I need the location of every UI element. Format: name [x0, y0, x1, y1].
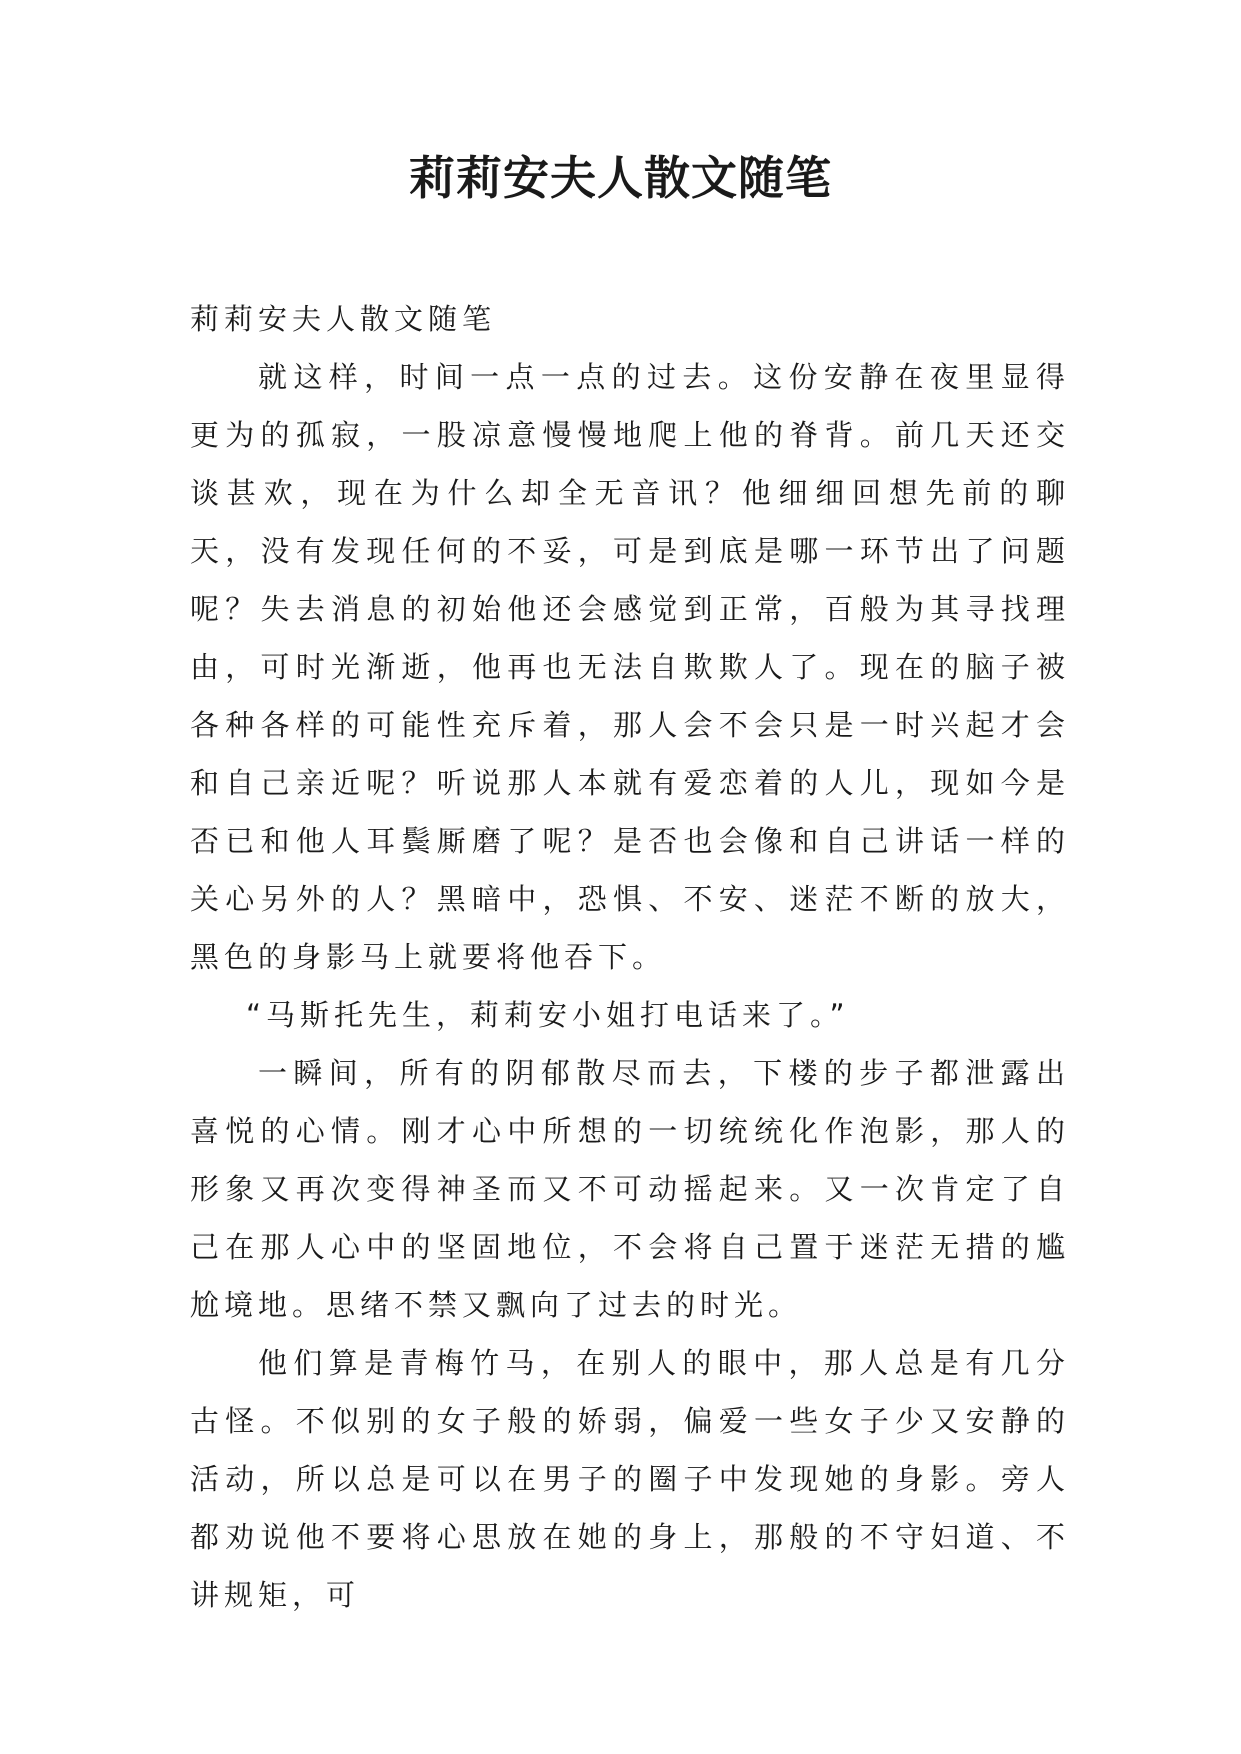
paragraph: 就这样，时间一点一点的过去。这份安静在夜里显得更为的孤寂，一股凉意慢慢地爬上他的脊背。前几天还交谈甚欢，现在为什么却全无音讯？他细细回想先前的聊天，没有发现任何的不妥，可是到底是哪一环节出了问题呢？失去消息的初始他还会感觉到正常，百般为其寻找理由，可时光渐逝，他再也无法自欺欺人了。现在的脑子被各种各样的可能性充斥着，那人会不会只是一时兴起才会和自己亲近呢？听说那人本就有爱恋着的人儿，现如今是否已和他人耳鬓厮磨了呢？是否也会像和自己讲话一样的关心另外的人？黑暗中，恐惧、不安、迷茫不断的放大，黑色的身影马上就要将他吞下。 — [190, 360, 1070, 974]
document-body — [190, 290, 1070, 1624]
paragraph: 一瞬间，所有的阴郁散尽而去，下楼的步子都泄露出喜悦的心情。刚才心中所想的一切统统化作泡影，那人的形象又再次变得神圣而又不可动摇起来。又一次肯定了自己在那人心中的坚固地位，不会将自己置于迷茫无措的尴尬境地。思绪不禁又飘向了过去的时光。 — [190, 1056, 1070, 1322]
dialogue-paragraph: “马斯托先生，莉莉安小姐打电话来了。” — [246, 998, 850, 1032]
paragraph: 他们算是青梅竹马，在别人的眼中，那人总是有几分古怪。不似别的女子般的娇弱，偏爱一些女子少又安静的活动，所以总是可以在男子的圈子中发现她的身影。旁人都劝说他不要将心思放在她的身上，那般的不守妇道、不讲规矩，可 — [190, 1346, 1070, 1612]
document-title: 莉莉安夫人散文随笔 — [409, 151, 832, 205]
document-subtitle: 莉莉安夫人散文随笔 — [190, 302, 497, 336]
